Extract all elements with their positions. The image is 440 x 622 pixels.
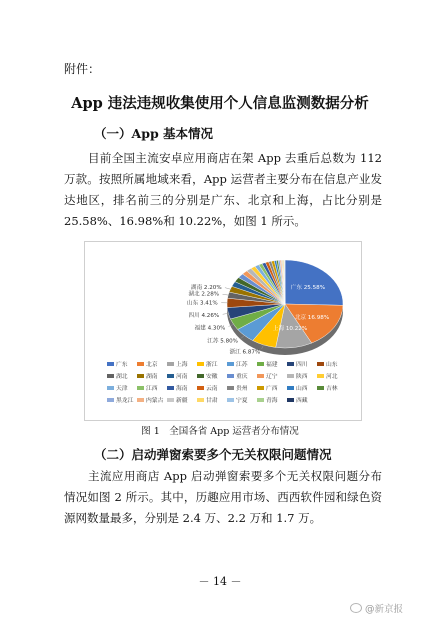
legend-label-甘肃: 甘肃 [206, 398, 218, 404]
legend-swatch-湖南 [137, 374, 144, 378]
legend-label-黑龙江: 黑龙江 [116, 398, 134, 404]
legend-label-海南: 海南 [176, 386, 188, 392]
legend-label-青海: 青海 [266, 398, 278, 404]
legend-label-上海: 上海 [176, 362, 188, 368]
legend-label-山西: 山西 [296, 386, 308, 392]
data-label-四川: 四川 4.26% [188, 312, 220, 319]
legend-swatch-四川 [287, 362, 294, 366]
legend-swatch-河南 [167, 374, 174, 378]
legend-label-重庆: 重庆 [236, 374, 248, 380]
watermark-text: @新京报 [365, 604, 404, 615]
legend-label-河北: 河北 [326, 374, 338, 380]
legend-label-山东: 山东 [326, 362, 338, 368]
pie-chart-svg [85, 242, 361, 420]
legend-label-陕西: 陕西 [296, 374, 308, 380]
legend-label-贵州: 贵州 [236, 386, 248, 392]
legend-swatch-天津 [107, 386, 114, 390]
document-title: App 违法违规收集使用个人信息监测数据分析 [71, 95, 369, 112]
data-label-湖南: 湖南 2.20% [190, 284, 222, 291]
legend-swatch-吉林 [317, 386, 324, 390]
watermark [350, 601, 403, 615]
legend-swatch-重庆 [227, 374, 234, 378]
section2-heading: （二）启动弹窗索要多个无关权限问题情况 [94, 447, 332, 462]
legend-label-辽宁: 辽宁 [266, 374, 278, 380]
legend-label-天津: 天津 [116, 386, 128, 392]
data-label-湖北: 湖北 2.28% [188, 291, 220, 298]
legend-swatch-北京 [137, 362, 144, 366]
legend-label-云南: 云南 [206, 386, 218, 392]
legend-swatch-陕西 [287, 374, 294, 378]
legend-label-安徽: 安徽 [206, 374, 218, 380]
legend-swatch-宁夏 [227, 398, 234, 402]
page-number: － 14 － [198, 575, 242, 588]
legend-label-吉林: 吉林 [326, 386, 338, 392]
legend-label-河南: 河南 [176, 374, 188, 380]
legend-swatch-内蒙古 [137, 398, 144, 402]
figure1-chart [84, 241, 362, 421]
pie-slice-广东 [285, 260, 343, 305]
data-label-江苏: 江苏 5.80% [207, 338, 239, 345]
data-label-浙江: 浙江 6.87% [229, 349, 261, 356]
legend-swatch-新疆 [167, 398, 174, 402]
legend-swatch-浙江 [197, 362, 204, 366]
figure1-caption: 图 1 全国各省 App 运营者分布情况 [141, 426, 299, 437]
legend-swatch-江苏 [227, 362, 234, 366]
data-label-福建: 福建 4.30% [194, 325, 226, 332]
legend-label-福建: 福建 [266, 362, 278, 368]
legend-label-内蒙古: 内蒙古 [146, 398, 164, 404]
legend-label-宁夏: 宁夏 [236, 398, 248, 404]
legend-label-北京: 北京 [146, 362, 158, 368]
legend-swatch-福建 [257, 362, 264, 366]
section1-paragraph: 目前全国主流安卓应用商店在架 App 去重后总数为 112 万款。按照所属地域来看，App 运营者主要分布在信息产业发达地区，排名前三的分别是广东、北京和上海，占比分别是 25.58%、16.98%和 10.22%，如图 1 所示。 [64, 151, 382, 228]
legend-swatch-广东 [107, 362, 114, 366]
legend-label-西藏: 西藏 [296, 398, 308, 404]
section2-paragraph: 主流应用商店 App 启动弹窗索要多个无关权限问题分布情况如图 2 所示。其中，历趣应用市场、西西软件园和绿色资源网数量最多，分别是 2.4 万、2.2 万和 1.7 万。 [64, 469, 382, 525]
legend-swatch-辽宁 [257, 374, 264, 378]
legend-swatch-云南 [197, 386, 204, 390]
section1-heading: （一）App 基本情况 [94, 126, 214, 141]
legend-swatch-海南 [167, 386, 174, 390]
legend-swatch-上海 [167, 362, 174, 366]
legend-label-四川: 四川 [296, 362, 308, 368]
legend-swatch-山东 [317, 362, 324, 366]
data-label-北京: 北京 16.98% [294, 314, 330, 321]
legend-label-江西: 江西 [146, 386, 158, 392]
legend-label-广东: 广东 [116, 362, 128, 368]
legend-swatch-江西 [137, 386, 144, 390]
legend-label-浙江: 浙江 [206, 362, 218, 368]
data-label-山东: 山东 3.41% [186, 300, 218, 307]
legend-swatch-甘肃 [197, 398, 204, 402]
legend-label-广西: 广西 [266, 386, 278, 392]
legend-swatch-青海 [257, 398, 264, 402]
attachment-label: 附件： [64, 62, 101, 76]
weibo-logo-icon [350, 603, 362, 613]
legend-swatch-贵州 [227, 386, 234, 390]
legend-swatch-山西 [287, 386, 294, 390]
legend-swatch-河北 [317, 374, 324, 378]
legend-label-湖南: 湖南 [146, 374, 158, 380]
legend-swatch-广西 [257, 386, 264, 390]
data-label-广东: 广东 25.58% [290, 285, 326, 292]
legend-label-江苏: 江苏 [236, 362, 248, 368]
data-label-上海: 上海 10.22% [272, 325, 308, 332]
legend-swatch-安徽 [197, 374, 204, 378]
legend-label-湖北: 湖北 [116, 374, 128, 380]
legend-label-新疆: 新疆 [176, 398, 188, 404]
legend-swatch-湖北 [107, 374, 114, 378]
legend-swatch-黑龙江 [107, 398, 114, 402]
legend-swatch-西藏 [287, 398, 294, 402]
